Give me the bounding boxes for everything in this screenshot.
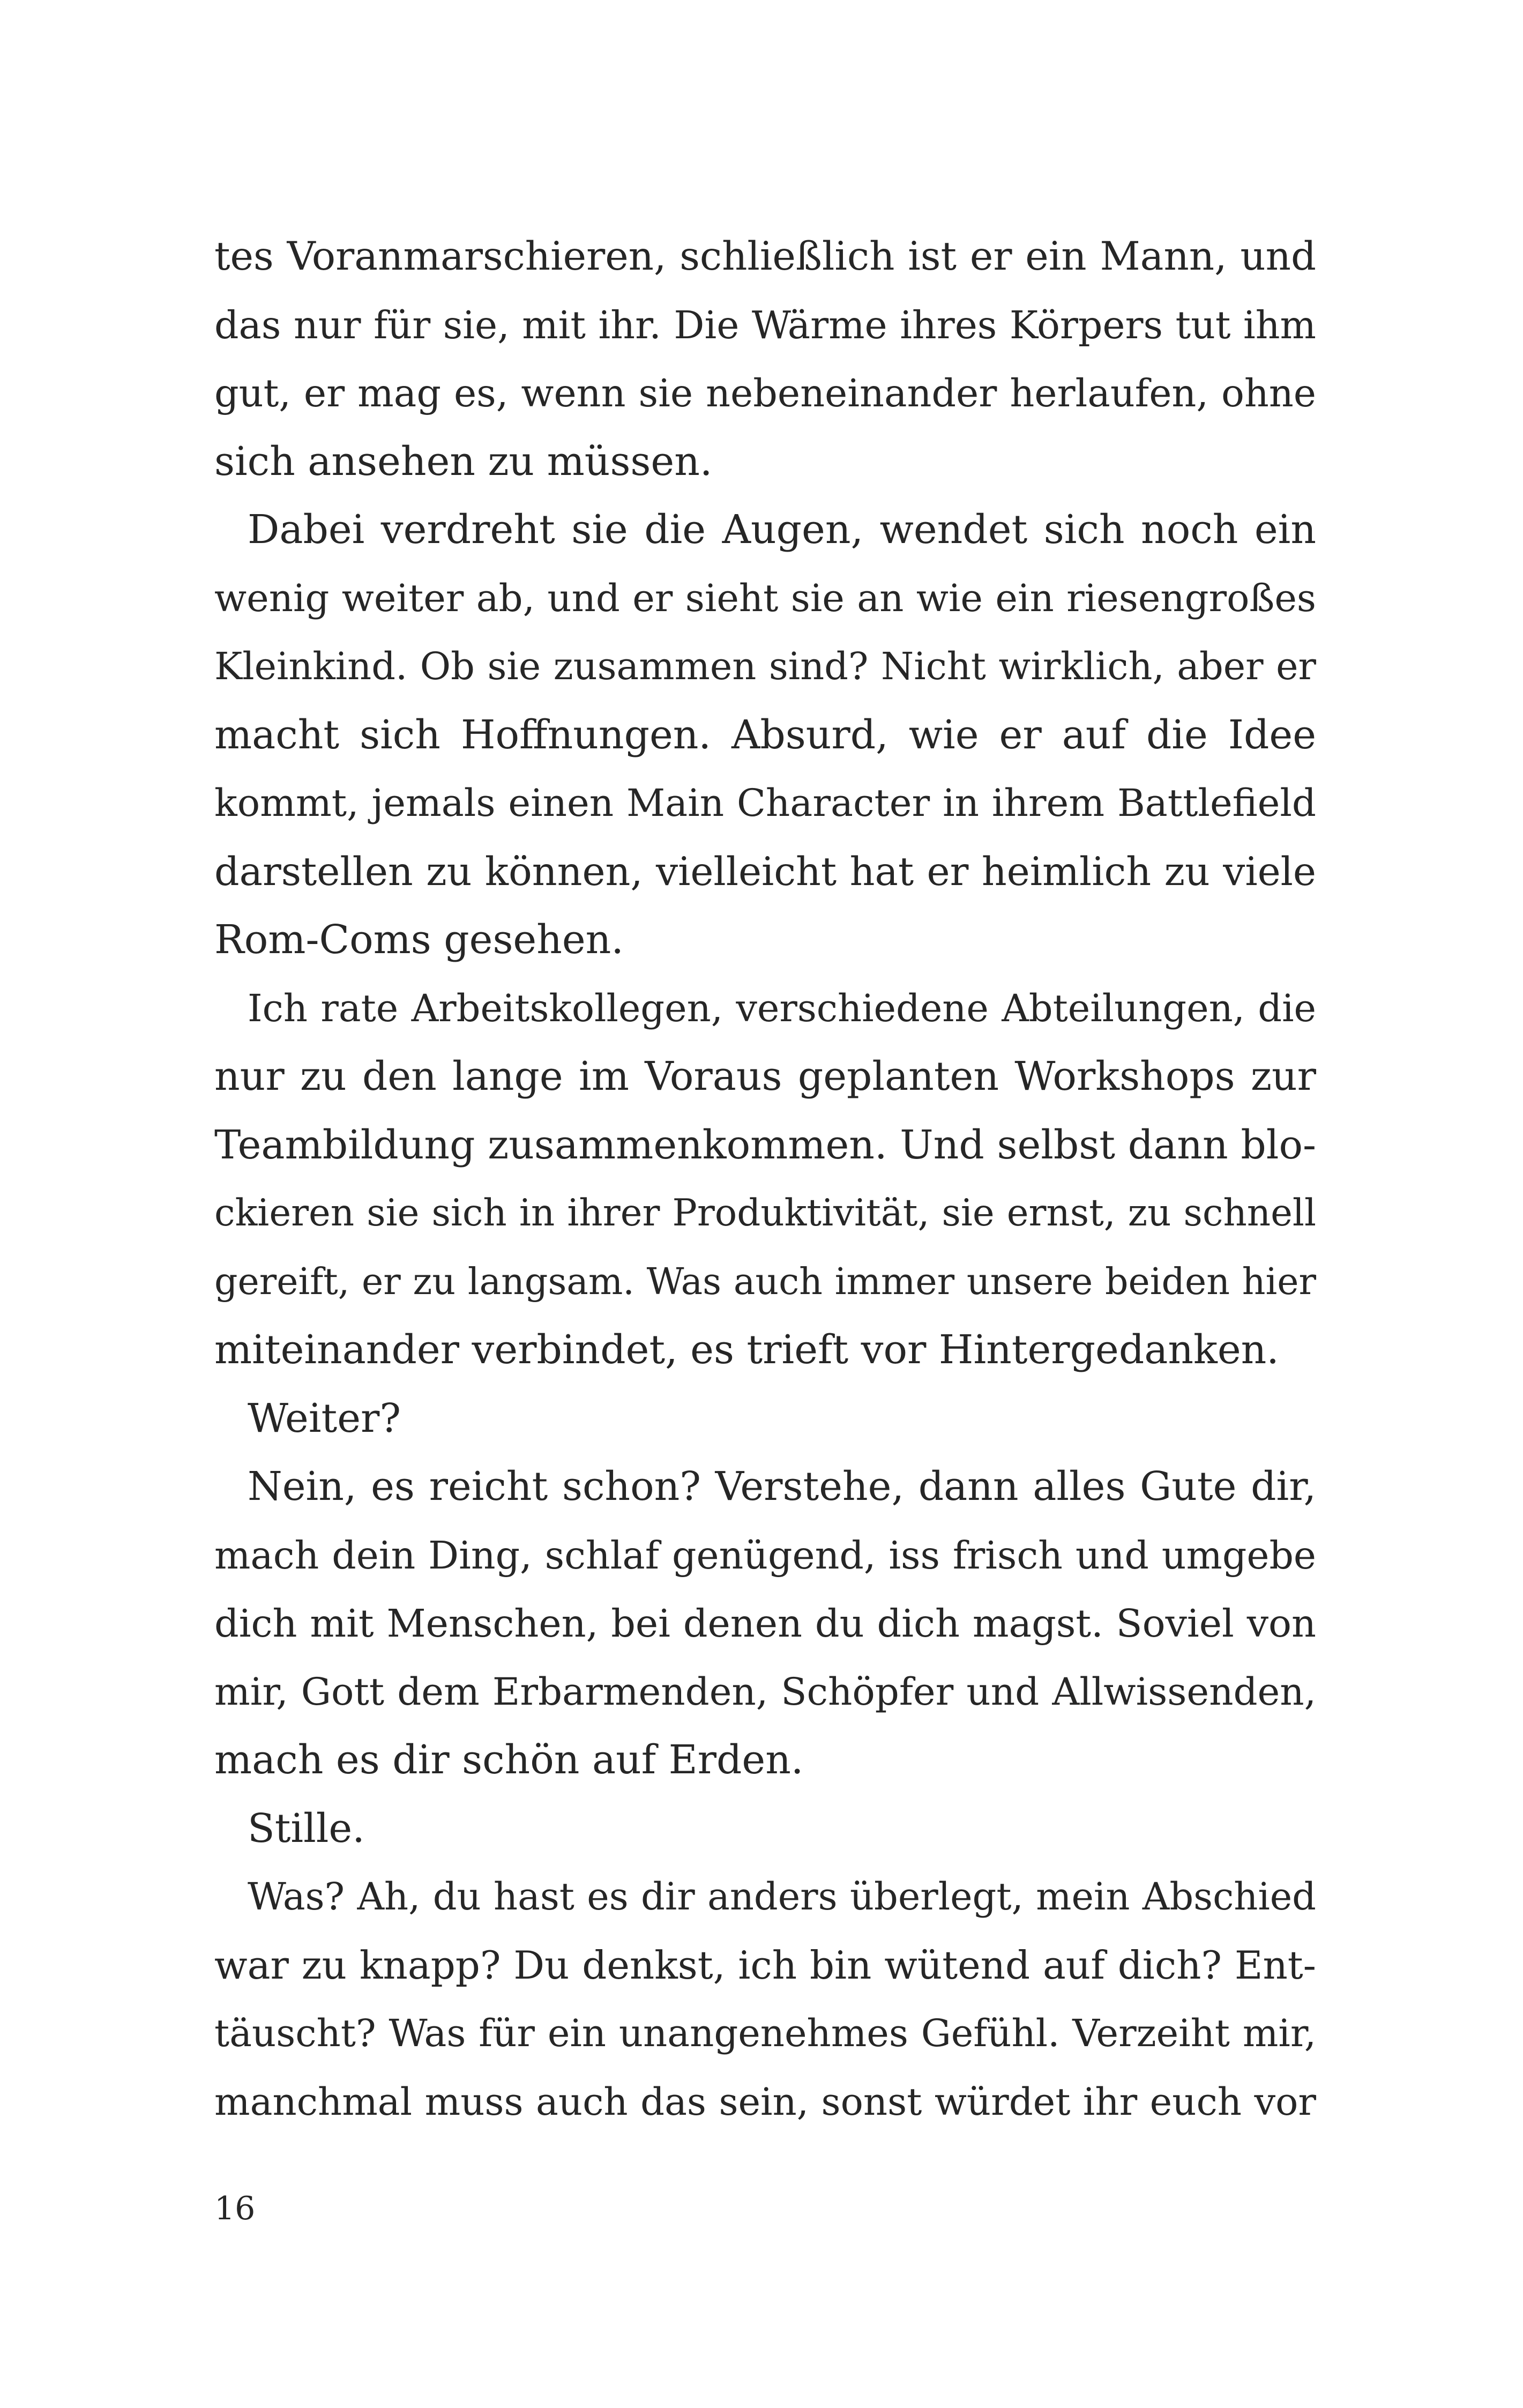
text-line: mach es dir schön auf Erden. — [214, 1737, 804, 1783]
body-text — [214, 222, 1316, 2136]
text-line: sich ansehen zu müssen. — [214, 438, 713, 485]
text-line: wenig weiter ab, und er sieht sie an wie ein riesengroßes — [214, 576, 1316, 620]
text-line: mach dein Ding, schlaf genügend, iss frisch und umgebe — [214, 1533, 1316, 1578]
text-line: Dabei verdreht sie die Augen, wendet sich noch ein — [248, 507, 1316, 553]
text-line: gereift, er zu langsam. Was auch immer unsere beiden hier — [214, 1260, 1316, 1303]
page-number: 16 — [214, 2190, 256, 2227]
text-line: Ich rate Arbeitskollegen, verschiedene Abteilungen, die — [248, 986, 1316, 1030]
text-line: darstellen zu können, vielleicht hat er heimlich zu viele — [214, 849, 1316, 895]
paragraph-4 — [214, 1385, 1316, 1453]
paragraph-5 — [214, 1453, 1316, 1795]
text-line: Teambildung zusammenkommen. Und selbst dann blo- — [214, 1121, 1316, 1168]
paragraph-2 — [214, 496, 1316, 975]
text-line: ckieren sie sich in ihrer Produktivität, sie ernst, zu schnell — [214, 1192, 1316, 1235]
text-line: das nur für sie, mit ihr. Die Wärme ihres Körpers tut ihm — [214, 302, 1316, 347]
paragraph-6 — [214, 1795, 1316, 1863]
text-line: tes Voranmarschieren, schließlich ist er ein Mann, und — [214, 234, 1316, 279]
text-line: dich mit Menschen, bei denen du dich magst. Soviel von — [214, 1601, 1316, 1646]
text-line: Weiter? — [248, 1395, 401, 1441]
paragraph-7 — [214, 1863, 1316, 2136]
text-line: war zu knapp? Du denkst, ich bin wütend auf dich? Ent- — [214, 1942, 1316, 1988]
text-line: manchmal muss auch das sein, sonst würdet ihr euch vor — [214, 2079, 1316, 2124]
text-line: Rom-Coms gesehen. — [214, 917, 624, 963]
text-line: gut, er mag es, wenn sie nebeneinander herlaufen, ohne — [214, 371, 1316, 415]
text-line: nur zu den lange im Voraus geplanten Workshops zur — [214, 1053, 1316, 1099]
text-line: täuscht? Was für ein unangenehmes Gefühl. Verzeiht mir, — [214, 2011, 1316, 2055]
paragraph-3 — [214, 975, 1316, 1385]
text-line: kommt, jemals einen Main Character in ihrem Battlefield — [214, 781, 1316, 825]
text-line: Kleinkind. Ob sie zusammen sind? Nicht wirklich, aber er — [214, 645, 1316, 688]
text-line: miteinander verbindet, es trieft vor Hintergedanken. — [214, 1327, 1279, 1373]
text-line: Stille. — [248, 1805, 365, 1852]
text-line: mir, Gott dem Erbarmenden, Schöpfer und Allwissenden, — [214, 1669, 1316, 1714]
paragraph-1 — [214, 222, 1316, 496]
text-line: macht sich Hoffnungen. Absurd, wie er auf die Idee — [214, 711, 1316, 758]
text-line: Nein, es reicht schon? Verstehe, dann alles Gute dir, — [248, 1463, 1316, 1510]
text-line: Was? Ah, du hast es dir anders überlegt, mein Abschied — [248, 1875, 1316, 1919]
